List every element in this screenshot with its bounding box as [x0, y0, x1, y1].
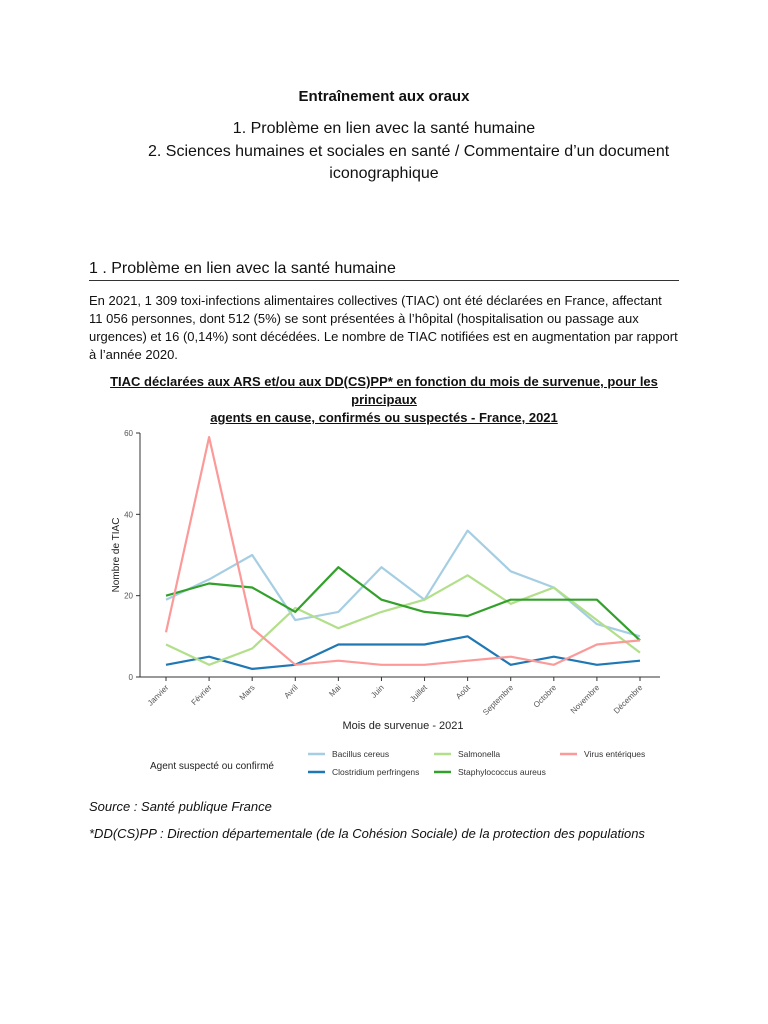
x-tick-label: Janvier: [145, 683, 171, 708]
section-heading: 1 . Problème en lien avec la santé humaine: [89, 260, 679, 281]
legend-label: Bacillus cereus: [332, 749, 390, 759]
footnote: *DD(CS)PP : Direction départementale (de la Cohésion Sociale) de la protection des populations: [89, 826, 645, 841]
intro-line: En 2021, 1 309 toxi-infections alimentaires collectives (TIAC) ont été déclarées en France, affectant: [89, 293, 662, 308]
toc-item-2-continued: iconographique: [329, 165, 439, 182]
x-tick-label: Juillet: [408, 683, 429, 704]
legend-label: Salmonella: [458, 749, 501, 759]
x-axis-title: Mois de survenue - 2021: [342, 720, 464, 732]
y-axis-title: Nombre de TIAC: [111, 517, 122, 593]
toc-item-1: 1. Problème en lien avec la santé humaine: [232, 120, 536, 137]
x-tick-label: Novembre: [568, 683, 602, 716]
intro-paragraph: [89, 292, 689, 364]
y-tick-label: 20: [124, 591, 133, 601]
x-tick-label: Décembre: [611, 683, 645, 716]
intro-line: urgences) et 16 (0,14%) sont décédées. Le nombre de TIAC notifiées est en augmentation par rapport: [89, 329, 678, 344]
x-tick-label: Août: [454, 683, 473, 702]
x-tick-label: Mai: [327, 683, 343, 699]
line-chart: [100, 425, 660, 790]
intro-line: à l’année 2020.: [89, 347, 178, 362]
series-line-bacillus-cereus: [166, 531, 640, 637]
x-tick-label: Avril: [282, 683, 300, 701]
source-note: Source : Santé publique France: [89, 799, 272, 814]
series-line-salmonella: [166, 575, 640, 665]
legend-label: Staphylococcus aureus: [458, 767, 546, 777]
x-tick-label: Mars: [237, 683, 257, 702]
chart-title-line: agents en cause, confirmés ou suspectés - France, 2021: [210, 410, 558, 425]
x-tick-label: Juin: [369, 683, 386, 700]
y-tick-label: 40: [124, 510, 133, 520]
x-tick-label: Septembre: [481, 683, 516, 718]
legend-label: Clostridium perfringens: [332, 767, 420, 777]
x-tick-label: Octobre: [531, 683, 559, 710]
toc-item-2: 2. Sciences humaines et sociales en santé / Commentaire d’un document: [148, 143, 670, 160]
chart-title: [80, 373, 688, 427]
intro-line: 11 056 personnes, dont 512 (5%) se sont présentées à l’hôpital (hospitalisation ou passage aux: [89, 311, 639, 326]
y-tick-label: 0: [128, 673, 133, 682]
legend-title: Agent suspecté ou confirmé: [150, 761, 274, 772]
y-tick-label: 60: [124, 429, 133, 438]
x-tick-label: Février: [189, 683, 214, 708]
chart-title-line: TIAC déclarées aux ARS et/ou aux DD(CS)PP* en fonction du mois de survenue, pour les principaux: [110, 374, 658, 407]
document-title: Entraînement aux oraux: [298, 88, 470, 105]
legend-label: Virus entériques: [584, 749, 646, 759]
series-line-virus-ent-riques: [166, 437, 640, 665]
series-line-staphylococcus-aureus: [166, 567, 640, 640]
